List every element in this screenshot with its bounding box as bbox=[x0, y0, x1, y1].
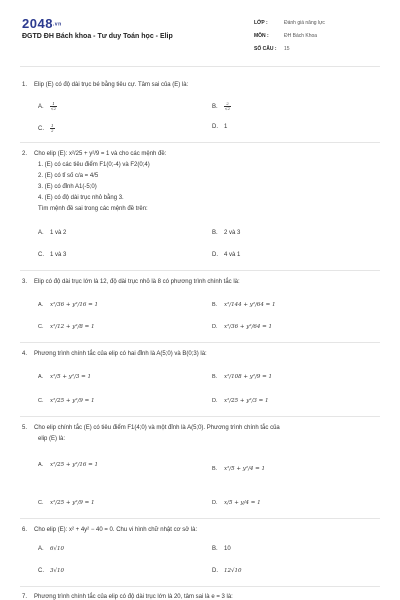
q5-option-b[interactable]: B. x²/5 + y²/4 = 1 bbox=[212, 466, 266, 472]
q4-option-d[interactable]: D. x²/25 + y²/3 = 1 bbox=[212, 398, 269, 404]
question-7: 7. Phương trình chính tắc của elip có độ dài trục lớn là 20, tâm sai là e = 3 là: bbox=[22, 594, 233, 600]
class-meta: LỚP : Đánh giá năng lực bbox=[254, 20, 325, 26]
question-5: 5. Cho elip chính tắc (E) có tiêu điểm F1(4;0) và một đỉnh là A(5;0). Phương trình chính tắc của bbox=[22, 425, 280, 431]
question-4: 4. Phương trình chính tắc của elip có hai đỉnh là A(5;0) và B(0;3) là: bbox=[22, 351, 207, 357]
divider bbox=[20, 142, 380, 143]
divider bbox=[20, 342, 380, 343]
q2-statement-1: 1. (E) có các tiêu điểm F1(0;-4) và F2(0;4) bbox=[38, 162, 150, 168]
question-3: 3. Elip có độ dài trục lớn là 12, độ dài trục nhỏ là 8 có phương trình chính tắc là: bbox=[22, 279, 240, 285]
worksheet-title: ĐGTD ĐH Bách khoa - Tư duy Toán học - Elip bbox=[22, 33, 173, 40]
q6-option-c[interactable]: C. 3√10 bbox=[38, 568, 65, 574]
q2-option-a[interactable]: A. 1 và 2 bbox=[38, 230, 67, 236]
q3-option-c[interactable]: C. x²/12 + y²/8 = 1 bbox=[38, 324, 95, 330]
q6-option-d[interactable]: D. 12√10 bbox=[212, 568, 242, 574]
q2-option-c[interactable]: C. 1 và 3 bbox=[38, 252, 67, 258]
q2-statement-2: 2. (E) có tỉ số c/a = 4/5 bbox=[38, 173, 99, 179]
site-logo[interactable]: 2048.vn bbox=[22, 16, 62, 31]
q6-option-a[interactable]: A. 6√10 bbox=[38, 546, 65, 552]
header-divider bbox=[20, 66, 380, 67]
divider bbox=[20, 270, 380, 271]
q4-option-c[interactable]: C. x²/25 + y²/9 = 1 bbox=[38, 398, 95, 404]
divider bbox=[20, 416, 380, 417]
q1-option-c[interactable]: C. $\frac{1}{2}$ bbox=[38, 123, 54, 133]
q4-option-b[interactable]: B. x²/108 + y²/9 = 1 bbox=[212, 374, 273, 380]
q3-option-d[interactable]: D. x²/36 + y²/64 = 1 bbox=[212, 324, 273, 330]
worksheet-header bbox=[0, 0, 400, 66]
subject-meta: MÔN : ĐH Bách Khoa bbox=[254, 33, 318, 39]
q2-statement-4: 4. (E) có độ dài trục nhỏ bằng 3. bbox=[38, 195, 124, 201]
question-5-cont: elip (E) là: bbox=[38, 436, 66, 442]
q2-prompt: Tìm mệnh đề sai trong các mệnh đề trên: bbox=[38, 206, 148, 212]
q1-option-b[interactable]: B. $\frac{2}{√2}$ bbox=[212, 101, 231, 111]
divider bbox=[20, 518, 380, 519]
q5-option-c[interactable]: C. x²/25 + y²/9 = 1 bbox=[38, 500, 95, 506]
q1-option-a[interactable]: A. $\frac{1}{√2}$ bbox=[38, 101, 57, 111]
question-count-meta: SỐ CÂU : 15 bbox=[254, 46, 290, 52]
q5-option-d[interactable]: D. x/5 + y/4 = 1 bbox=[212, 500, 261, 506]
divider bbox=[20, 586, 380, 587]
q3-option-b[interactable]: B. x²/144 + y²/64 = 1 bbox=[212, 302, 276, 308]
q6-option-b[interactable]: B. 10 bbox=[212, 546, 231, 552]
q4-option-a[interactable]: A. x²/5 + y²/3 = 1 bbox=[38, 374, 92, 380]
question-1: 1. Elip (E) có độ dài trục bé bằng tiêu cự. Tâm sai của (E) là: bbox=[22, 82, 189, 88]
q2-option-b[interactable]: B. 2 và 3 bbox=[212, 230, 241, 236]
question-6: 6. Cho elip (E): x² + 4y² − 40 = 0. Chu vi hình chữ nhật cơ sở là: bbox=[22, 527, 198, 533]
question-2: 2. Cho elip (E): x²/25 + y²/9 = 1 và cho các mệnh đề: bbox=[22, 151, 167, 157]
q1-option-d[interactable]: D. 1 bbox=[212, 124, 228, 130]
q2-statement-3: 3. (E) có đỉnh A1(-5;0) bbox=[38, 184, 97, 190]
q3-option-a[interactable]: A. x²/36 + y²/16 = 1 bbox=[38, 302, 99, 308]
q2-option-d[interactable]: D. 4 và 1 bbox=[212, 252, 241, 258]
q5-option-a[interactable]: A. x²/25 + y²/16 = 1 bbox=[38, 462, 99, 468]
